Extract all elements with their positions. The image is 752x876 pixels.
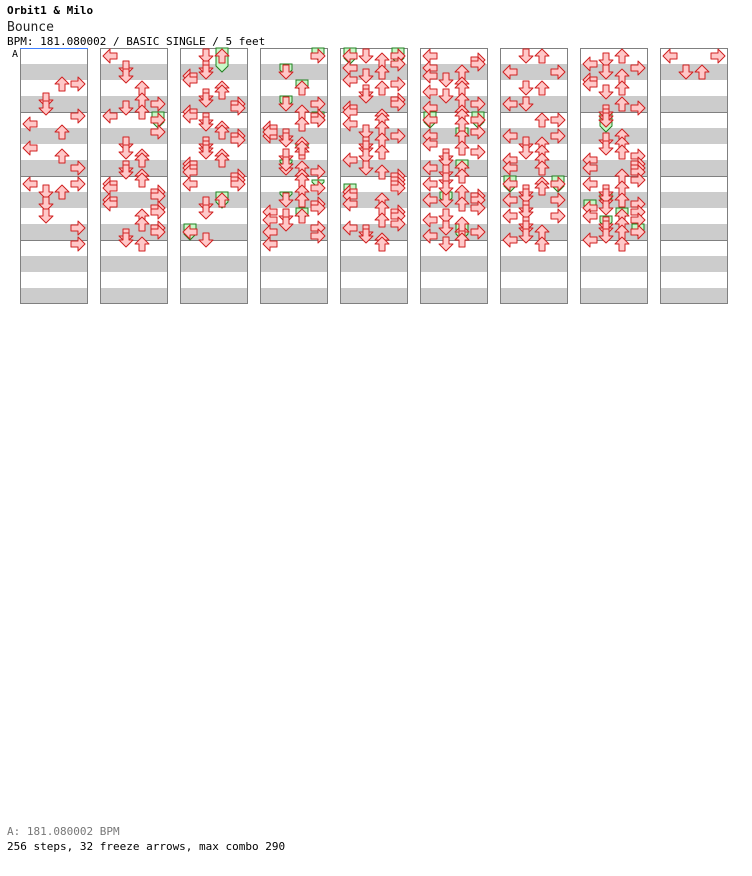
beat-stripe <box>660 256 728 272</box>
step-arrow-right <box>551 209 565 223</box>
beat-stripe <box>260 64 328 80</box>
beat-stripe <box>660 128 728 144</box>
freeze-arrow <box>503 176 517 192</box>
step-arrow-up <box>615 49 629 63</box>
beat-stripe <box>20 256 88 272</box>
beat-stripe <box>100 160 168 176</box>
step-arrow-up <box>535 49 549 63</box>
freeze-arrow <box>311 48 325 63</box>
chart-stats: 256 steps, 32 freeze arrows, max combo 290 <box>7 840 286 853</box>
step-arrow-right <box>471 145 485 159</box>
song-title: Bounce <box>7 20 54 35</box>
beat-stripe <box>420 288 488 304</box>
step-arrow-up <box>615 81 629 95</box>
beat-stripe <box>100 256 168 272</box>
step-arrow-down <box>199 145 213 159</box>
beat-stripe <box>500 288 568 304</box>
step-arrow-left <box>423 177 437 191</box>
beat-stripe <box>260 256 328 272</box>
beat-stripe <box>180 256 248 272</box>
step-arrow-left <box>503 209 517 223</box>
beat-stripe <box>420 256 488 272</box>
beat-stripe <box>660 64 728 80</box>
beat-stripe <box>340 256 408 272</box>
beat-stripe <box>20 192 88 208</box>
step-arrow-down <box>519 81 533 95</box>
step-arrow-up <box>535 81 549 95</box>
beat-stripe <box>500 256 568 272</box>
beat-stripe <box>580 128 648 144</box>
step-arrow-left <box>183 177 197 191</box>
step-arrow-left <box>23 177 37 191</box>
step-arrow-right <box>551 113 565 127</box>
beat-stripe <box>660 288 728 304</box>
beat-stripe <box>180 192 248 208</box>
step-arrow-down <box>359 49 373 63</box>
step-arrow-up <box>535 113 549 127</box>
beat-stripe <box>260 288 328 304</box>
beat-stripe <box>180 288 248 304</box>
beat-stripe <box>100 288 168 304</box>
step-arrow-up <box>375 81 389 95</box>
step-arrow-left <box>583 177 597 191</box>
beat-stripe <box>660 224 728 240</box>
beat-stripe <box>100 64 168 80</box>
step-arrow-right <box>711 49 725 63</box>
step-arrow-right <box>71 177 85 191</box>
step-arrow-down <box>39 209 53 223</box>
freeze-arrow <box>551 176 565 192</box>
beat-stripe <box>660 192 728 208</box>
beat-stripe <box>580 256 648 272</box>
beat-stripe <box>20 288 88 304</box>
step-arrow-down <box>519 145 533 159</box>
bpm-legend: A: 181.080002 BPM <box>7 825 120 838</box>
freeze-arrow <box>295 208 309 223</box>
step-arrow-up <box>375 145 389 159</box>
step-arrow-down <box>119 145 133 159</box>
step-arrow-up <box>615 145 629 159</box>
step-arrow-left <box>103 49 117 63</box>
step-arrow-left <box>663 49 677 63</box>
step-arrow-down <box>519 49 533 63</box>
beat-stripe <box>660 160 728 176</box>
beat-stripe <box>660 96 728 112</box>
beat-stripe <box>580 288 648 304</box>
freeze-arrow <box>295 80 309 95</box>
chart-meta: BPM: 181.080002 / BASIC SINGLE / 5 feet <box>7 35 266 48</box>
chart-column <box>660 49 728 305</box>
bpm-marker-label: A <box>12 49 19 60</box>
song-artist: Orbit1 & Milo <box>7 4 94 17</box>
beat-stripe <box>340 288 408 304</box>
chart-column <box>100 49 168 305</box>
